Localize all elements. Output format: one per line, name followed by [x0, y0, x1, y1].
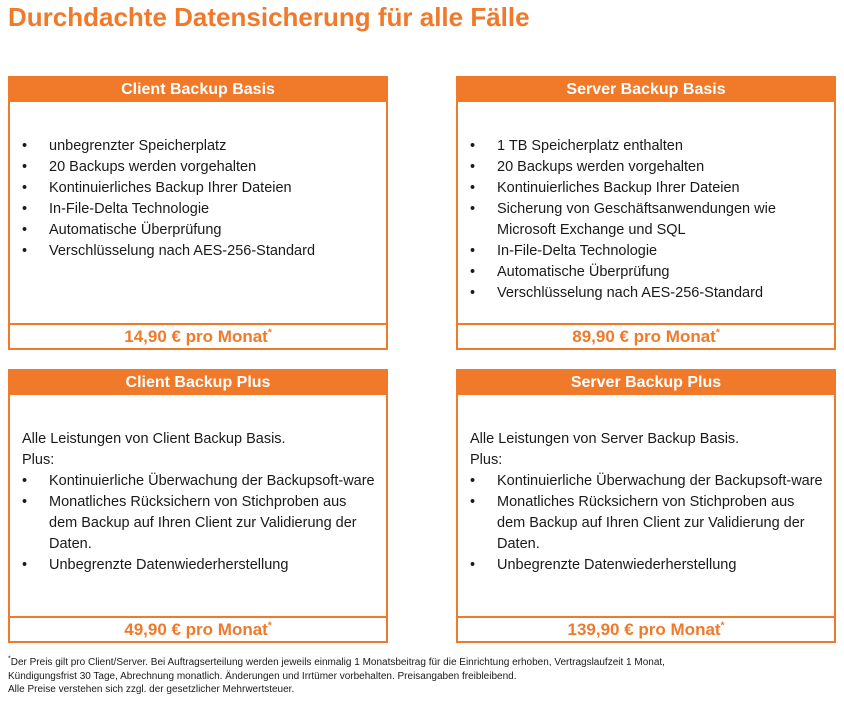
card-title: Server Backup Plus: [458, 371, 834, 395]
feature-item: • Automatische Überprüfung: [470, 262, 824, 283]
feature-item: • unbegrenzter Speicherplatz: [22, 136, 376, 157]
footnote-text: Der Preis gilt pro Client/Server. Bei Auftragserteilung werden jeweils einmalig 1 Monatsbeitrag für die Einrichtung erhoben, Vertragslaufzeit 1 Monat,: [10, 657, 665, 668]
price-label: [458, 323, 834, 348]
card-title: Server Backup Basis: [458, 78, 834, 102]
feature-item: • Verschlüsselung nach AES-256-Standard: [22, 241, 376, 262]
feature-item: • Monatliches Rücksichern von Stichproben aus dem Backup auf Ihren Client zur Validierung der Daten.: [470, 492, 824, 555]
intro-plus: Plus:: [470, 452, 503, 468]
price-footnote-mark: *: [267, 620, 272, 632]
price-footnote-mark: *: [267, 327, 272, 339]
card-client-backup-basis: [8, 76, 388, 350]
feature-item: • In-File-Delta Technologie: [470, 241, 824, 262]
intro-text: Alle Leistungen von Server Backup Basis.: [470, 431, 740, 447]
price-value: 14,90 € pro Monat: [124, 327, 268, 346]
card-body: [458, 136, 834, 304]
feature-item: • Monatliches Rücksichern von Stichproben aus dem Backup auf Ihren Client zur Validierung der Daten.: [22, 492, 376, 555]
feature-item: • Kontinuierliche Überwachung der Backupsoft-ware: [22, 471, 376, 492]
feature-item: • Kontinuierliches Backup Ihrer Dateien: [470, 178, 824, 199]
footnote-line: [8, 656, 838, 670]
feature-item: • 20 Backups werden vorgehalten: [22, 157, 376, 178]
feature-list: [22, 136, 376, 262]
card-title: Client Backup Plus: [10, 371, 386, 395]
feature-item: • Automatische Überprüfung: [22, 220, 376, 241]
price-footnote-mark: *: [715, 327, 720, 339]
intro-text: Alle Leistungen von Client Backup Basis.: [22, 431, 286, 447]
footnote: [8, 656, 838, 697]
feature-item: • Verschlüsselung nach AES-256-Standard: [470, 283, 824, 304]
feature-item: • 20 Backups werden vorgehalten: [470, 157, 824, 178]
feature-list: [470, 136, 824, 304]
feature-item: • Kontinuierliche Überwachung der Backupsoft-ware: [470, 471, 824, 492]
footnote-mark: *: [8, 655, 11, 663]
card-client-backup-plus: [8, 369, 388, 643]
card-server-backup-basis: [456, 76, 836, 350]
card-body: [10, 136, 386, 262]
intro-plus: Plus:: [22, 452, 55, 468]
price-label: [10, 323, 386, 348]
price-label: [10, 616, 386, 641]
feature-item: • Sicherung von Geschäftsanwendungen wie Microsoft Exchange und SQL: [470, 199, 824, 241]
footnote-line: Alle Preise verstehen sich zzgl. der gesetzlicher Mehrwertsteuer.: [8, 684, 295, 695]
price-value: 89,90 € pro Monat: [572, 327, 716, 346]
feature-item: • In-File-Delta Technologie: [22, 199, 376, 220]
feature-item: • Unbegrenzte Datenwiederherstellung: [22, 555, 376, 576]
page-title: Durchdachte Datensicherung für alle Fälle: [8, 2, 530, 32]
feature-list: [22, 471, 376, 576]
feature-item: • Kontinuierliches Backup Ihrer Dateien: [22, 178, 376, 199]
feature-item: • Unbegrenzte Datenwiederherstellung: [470, 555, 824, 576]
price-value: 139,90 € pro Monat: [567, 620, 721, 639]
card-title: Client Backup Basis: [10, 78, 386, 102]
price-value: 49,90 € pro Monat: [124, 620, 268, 639]
feature-item: • 1 TB Speicherplatz enthalten: [470, 136, 824, 157]
footnote-line: Kündigungsfrist 30 Tage, Abrechnung monatlich. Änderungen und Irrtümer vorbehalten. Preisangaben freibleibend.: [8, 670, 517, 682]
card-server-backup-plus: [456, 369, 836, 643]
card-body: [10, 429, 386, 576]
card-body: [458, 429, 834, 576]
price-label: [458, 616, 834, 641]
price-footnote-mark: *: [720, 620, 725, 632]
feature-list: [470, 471, 824, 576]
